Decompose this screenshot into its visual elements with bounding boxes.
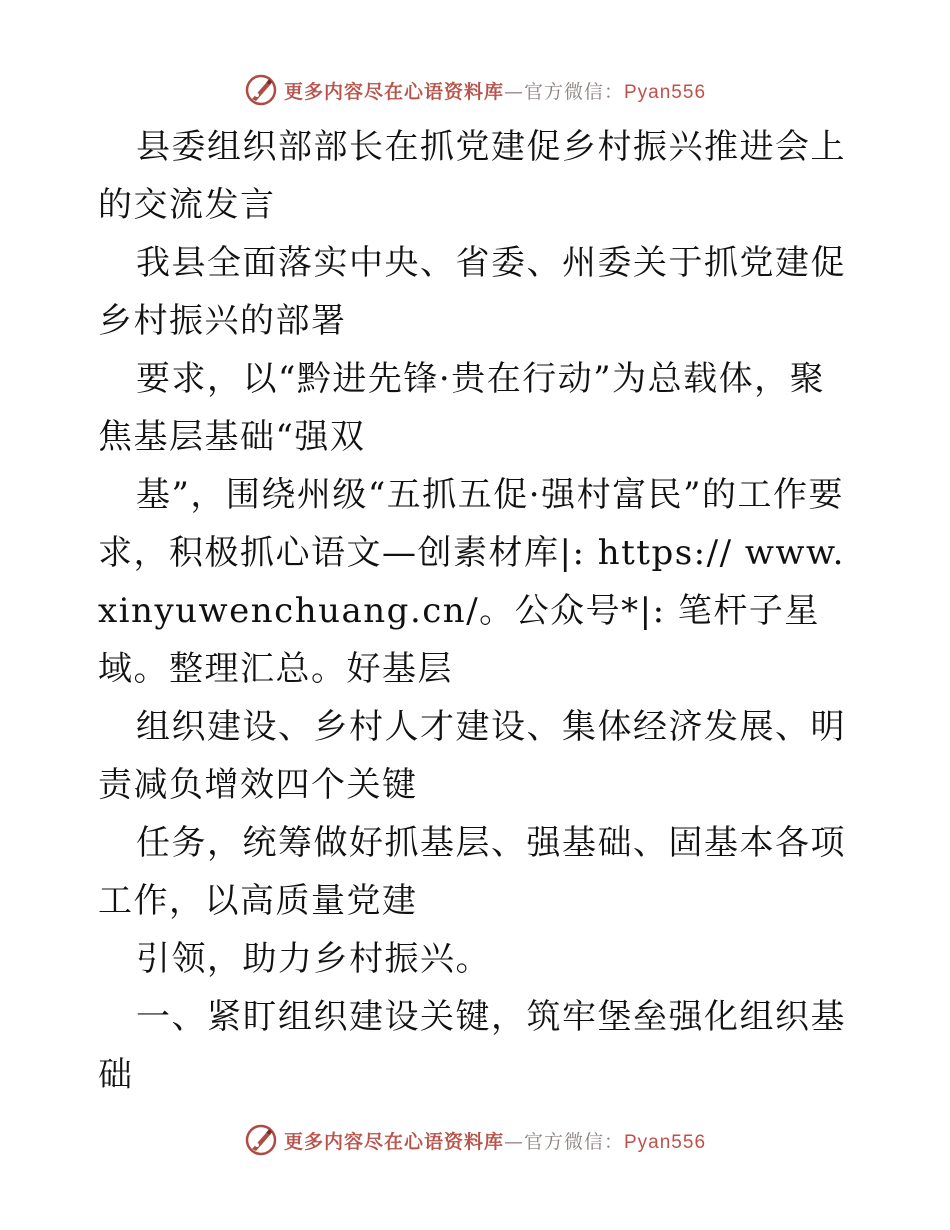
footer-banner-text [284,1127,706,1154]
header-banner-text [284,77,706,104]
header-banner [0,70,950,110]
footer-wechat-label: 官方微信： [523,1130,624,1153]
footer-banner [0,1120,950,1160]
header-wechat-id: Pyan556 [624,81,707,103]
paragraph: 要求，以“黔进先锋·贵在行动”为总载体，聚焦基层基础“强双 [98,359,826,457]
pen-circle-logo-icon [244,1123,278,1157]
pen-circle-logo-icon [244,73,278,107]
footer-wechat-id: Pyan556 [624,1131,707,1153]
paragraph: 组织建设、乡村人才建设、集体经济发展、明责减负增效四个关键 [98,707,846,805]
section-heading: 一、紧盯组织建设关键，筑牢堡垒强化组织基础 [98,997,846,1095]
paragraph-title: 县委组织部部长在抓党建促乡村振兴推进会上的交流发言 [98,127,846,225]
footer-banner-inner [244,1123,706,1157]
paragraph: 任务，统筹做好抓基层、强基础、固基本各项工作，以高质量党建 [98,823,846,921]
paragraph: 基”，围绕州级“五抓五促·强村富民”的工作要求，积极抓心语文—创素材库|: https:// www.xinyuwenchuang.cn/。公众号*|: 笔杆子星域。整理汇总。好基层 [98,475,845,689]
paragraph: 我县全面落实中央、省委、州委关于抓党建促乡村振兴的部署 [98,243,846,341]
header-banner-dash: — [503,80,524,103]
header-wechat-label: 官方微信： [523,80,624,103]
document-body [98,118,858,1104]
paragraph: 引领，助力乡村振兴。 [136,939,491,979]
header-banner-title: 更多内容尽在心语资料库 [283,80,504,103]
footer-banner-title: 更多内容尽在心语资料库 [283,1130,504,1153]
footer-banner-dash: — [503,1130,524,1153]
header-banner-inner [244,73,706,107]
